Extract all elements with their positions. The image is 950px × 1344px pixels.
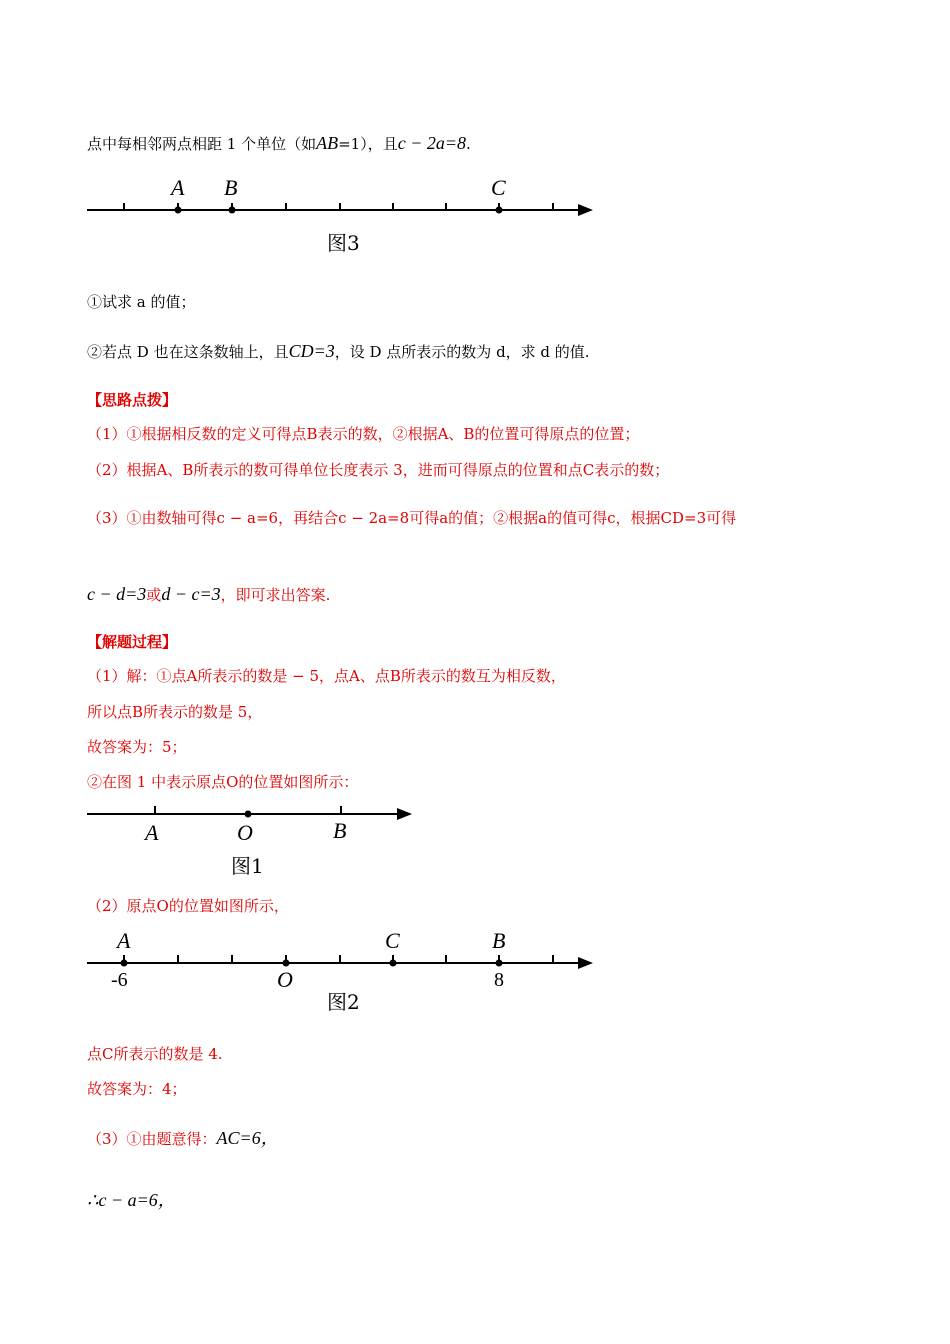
question-2: ②若点 D 也在这条数轴上，且CD=3，设 D 点所表示的数为 d，求 d 的值. [87,341,590,361]
solution-line-2: 所以点B所表示的数是 5， [87,703,263,721]
fig2-a-dot [121,960,128,967]
fig2-c-dot [390,960,397,967]
question-1: ①试求 a 的值； [87,293,196,311]
fig3-label-a: A [171,175,185,200]
fig1-label-a: A [145,820,159,845]
problem-line-1: 点中每相邻两点相距 1 个单位（如AB=1），且c − 2a=8. [87,133,471,153]
fig2-label-a: A [117,928,131,953]
fig3-label-b: B [224,175,238,200]
hint-line-3: （3）①由数轴可得c − a=6，再结合c − 2a=8可得a的值；②根据a的值可得c，根据CD=3可得 [87,509,737,527]
fig1-label-b: B [333,818,347,843]
fig1-caption: 图1 [231,854,264,878]
hint-line-2: （2）根据A、B所表示的数可得单位长度表示 3，进而可得原点的位置和点C表示的数； [87,461,670,479]
hint-line-1: （1）①根据相反数的定义可得点B表示的数，②根据A、B的位置可得原点的位置； [87,425,640,443]
fig2-o-dot [283,960,290,967]
fig2-number-8: 8 [494,969,504,991]
solution-heading: 【解题过程】 [87,633,178,651]
fig2-label-b: B [492,928,506,953]
solution-line-7: 故答案为：4； [87,1080,187,1098]
solution-line-6: 点C所表示的数是 4. [87,1045,223,1063]
hint-heading: 【思路点拨】 [87,391,178,409]
solution-line-9: ∴c − a=6， [87,1190,176,1210]
solution-line-4: ②在图 1 中表示原点O的位置如图所示： [87,773,359,791]
fig3-caption: 图3 [327,231,360,255]
fig2-label-c: C [385,928,400,953]
solution-line-5: （2）原点O的位置如图所示， [87,897,289,915]
solution-line-3: 故答案为：5； [87,738,187,756]
fig2-caption: 图2 [327,990,360,1014]
fig2-label-o: O [277,967,293,992]
solution-line-8: （3）①由题意得：AC=6， [87,1128,279,1148]
solution-line-1: （1）解：①点A所表示的数是 − 5，点A、点B所表示的数互为相反数， [87,667,566,685]
fig1-label-o: O [237,820,253,845]
hint-line-4: c − d=3或d − c=3，即可求出答案. [87,584,331,604]
fig2-number-neg6: -6 [111,969,128,991]
fig3-label-c: C [491,175,506,200]
fig2-b-dot [496,960,503,967]
